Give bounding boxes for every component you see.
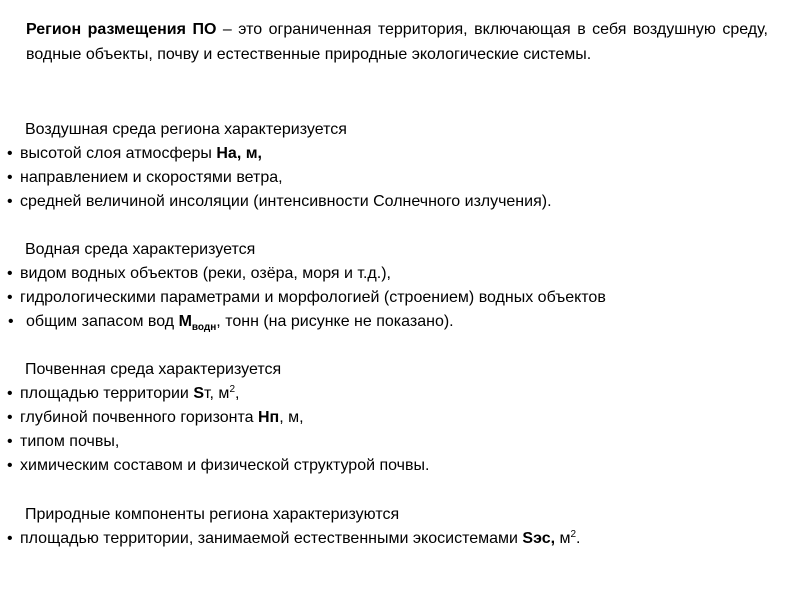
soil-bullet-area: • площадью территории Sт, $м^2$, <box>0 382 790 406</box>
air-section <box>0 118 790 214</box>
water-bullet-reserve: • общим запасом вод $М_{водн}$, тонн (на рисунке не показано). <box>0 310 790 334</box>
bullet-dot: • <box>7 145 13 162</box>
water-bullet-type: • видом водных объектов (реки, озёра, моря и т.д.), <box>0 262 790 286</box>
bullet-dot: • <box>7 193 13 210</box>
nature-heading: Природные компоненты региона характеризуются <box>25 506 400 523</box>
bullet-dot: • <box>7 265 13 282</box>
air-bullet-height: • высотой слоя атмосферы На, м, <box>0 142 790 166</box>
bullet-dot: • <box>7 169 13 186</box>
soil-area-symbol: S <box>193 385 204 402</box>
nature-bullet-area: • площадью территории, занимаемой естественными экосистемами Sэс, $м^2$. <box>0 527 790 551</box>
soil-heading: Почвенная среда характеризуется <box>25 361 282 378</box>
intro-paragraph <box>26 18 768 67</box>
water-reserve-subscript: водн <box>191 322 217 333</box>
bullet-dot: • <box>7 457 13 474</box>
air-height-symbol: На, м, <box>216 145 262 162</box>
bullet-dot: • <box>7 289 13 306</box>
water-bullet-hydrology: • гидрологическими параметрами и морфологией (строением) водных объектов <box>0 286 790 310</box>
bullet-dot: • <box>7 385 13 402</box>
water-heading: Водная среда характеризуется <box>25 241 256 258</box>
nature-area-superscript: 2 <box>570 529 577 540</box>
air-bullet-wind: • направлением и скоростями ветра, <box>0 166 790 190</box>
bullet-dot: • <box>7 433 13 450</box>
soil-area-superscript: 2 <box>229 384 235 395</box>
air-bullet-insolation: • средней величиной инсоляции (интенсивности Солнечного излучения). <box>0 190 790 214</box>
bullet-dot: • <box>8 313 14 330</box>
air-heading: Воздушная среда региона характеризуется <box>25 121 347 138</box>
intro-term: Регион размещения ПО <box>26 21 217 38</box>
soil-depth-symbol: Нп <box>257 409 280 426</box>
soil-section <box>0 358 790 478</box>
nature-section <box>0 503 790 551</box>
intro-definition: – это ограниченная территория, включающая в себя воздушную среду, водные объекты, почву и естественные природные экологические системы. <box>26 21 768 63</box>
soil-bullet-composition: • химическим составом и физической структурой почвы. <box>0 454 790 478</box>
water-section <box>0 238 790 334</box>
nature-area-symbol: Sэс, <box>522 530 556 547</box>
soil-bullet-depth: • глубиной почвенного горизонта Нп, м, <box>0 406 790 430</box>
soil-bullet-type: • типом почвы, <box>0 430 790 454</box>
bullet-dot: • <box>7 409 13 426</box>
water-reserve-symbol: М <box>178 313 192 330</box>
bullet-dot: • <box>7 530 13 547</box>
